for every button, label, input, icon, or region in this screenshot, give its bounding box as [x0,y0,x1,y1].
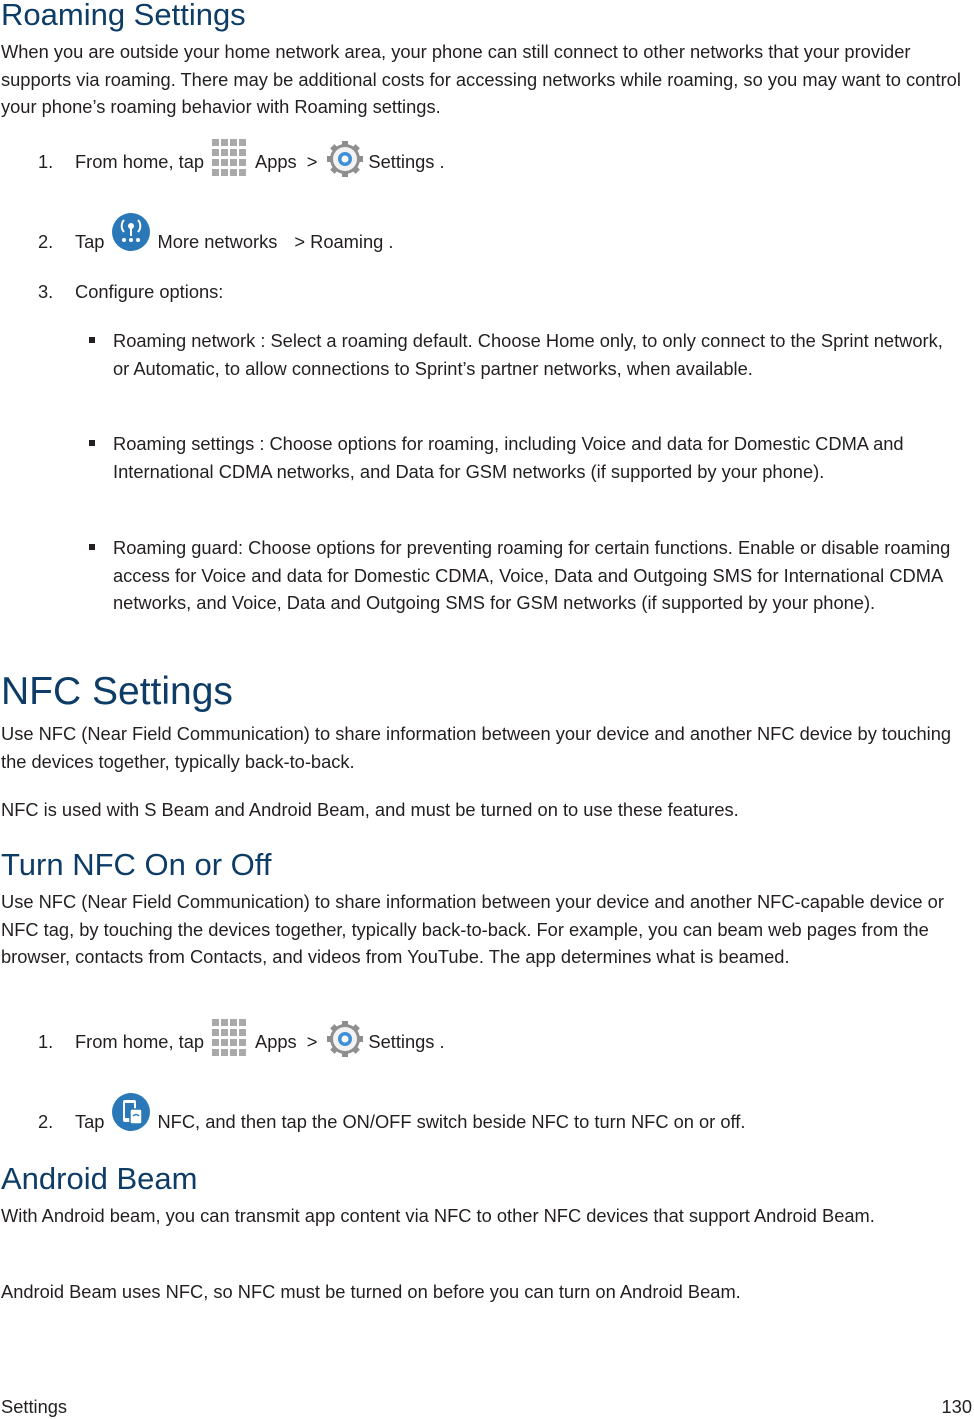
list-item [89,327,961,382]
heading-turn-nfc: Turn NFC On or Off [1,847,272,882]
step-text: Tap [75,1111,105,1132]
roaming-settings-option: Roaming settings : Choose options for roaming, including Voice and data for Domestic CDMA and International CDMA networks, and Data for GSM networks (if supported by your phone). [113,433,904,482]
step-number: 2. [38,1111,54,1132]
step-text: Configure options: [75,281,224,302]
page-number: 130 [941,1396,972,1417]
android-beam-note: Android Beam uses NFC, so NFC must be turned on before you can turn on Android Beam. [1,1281,741,1302]
roaming-network-option: Roaming network : Select a roaming default. Choose Home only, to only connect to the Sprint network, or Automatic, to allow connections to Sprint’s partner networks, when available. [113,330,943,379]
roaming-step-2 [38,220,393,264]
step-number: 1. [38,151,54,172]
nfc-intro: Use NFC (Near Field Communication) to share information between your device and another NFC device by touching the devices together, typically back-to-back. [1,723,952,772]
nfc-step-1 [38,1020,445,1064]
android-beam-intro: With Android beam, you can transmit app content via NFC to other NFC devices that support Android Beam. [1,1205,875,1226]
roaming-step-3 [38,279,223,305]
roaming-guard-option: Roaming guard: Choose options for preventing roaming for certain functions. Enable or disable roaming access for Voice and data for Domestic CDMA, Voice, Data and Outgoing SMS for International CDMA networks, and Voice, Data and Outgoing SMS for GSM networks (if supported by your phone). [113,537,951,614]
step-number: 3. [38,281,54,302]
step-separator: > [306,151,318,172]
step-separator: > [306,1031,318,1052]
more-networks-icon [111,212,151,259]
bullet-marker [89,440,95,446]
settings-gear-icon [326,1020,364,1065]
settings-label: Settings . [368,1031,445,1052]
apps-label: Apps [255,1031,297,1052]
step-text: From home, tap [75,151,205,172]
roaming-intro: When you are outside your home network area, your phone can still connect to other networks that your provider supports via roaming. There may be additional costs for accessing networks while roaming, so you may want to control your phone’s roaming behavior with Roaming settings. [1,41,961,118]
step-number: 1. [38,1031,54,1052]
nfc-step-label: NFC, and then tap the ON/OFF switch beside NFC to turn NFC on or off. [157,1111,746,1132]
heading-roaming-settings: Roaming Settings [1,0,246,32]
roaming-label: > Roaming . [294,231,394,252]
apps-grid-icon [211,1018,249,1067]
nfc-icon [111,1092,151,1139]
turn-nfc-intro: Use NFC (Near Field Communication) to share information between your device and another NFC-capable device or NFC tag, by touching the devices together, typically back-to-back. For example, you can beam web pages from the browser, contacts from Contacts, and videos from YouTube. The app determines what is beamed. [1,891,944,968]
heading-android-beam: Android Beam [1,1161,198,1196]
bullet-marker [89,337,95,343]
step-number: 2. [38,231,54,252]
list-item [89,430,961,485]
step-text: Tap [75,231,105,252]
more-networks-label: More networks [157,231,278,252]
bullet-marker [89,544,95,550]
nfc-step-2 [38,1100,745,1144]
nfc-usage: NFC is used with S Beam and Android Beam, and must be turned on to use these features. [1,799,739,820]
footer-section: Settings [1,1396,68,1417]
settings-label: Settings . [368,151,445,172]
heading-nfc-settings: NFC Settings [1,670,233,713]
apps-grid-icon [211,138,249,187]
roaming-step-1 [38,140,445,184]
settings-gear-icon [326,140,364,185]
step-text: From home, tap [75,1031,205,1052]
list-item [89,534,961,617]
apps-label: Apps [255,151,297,172]
